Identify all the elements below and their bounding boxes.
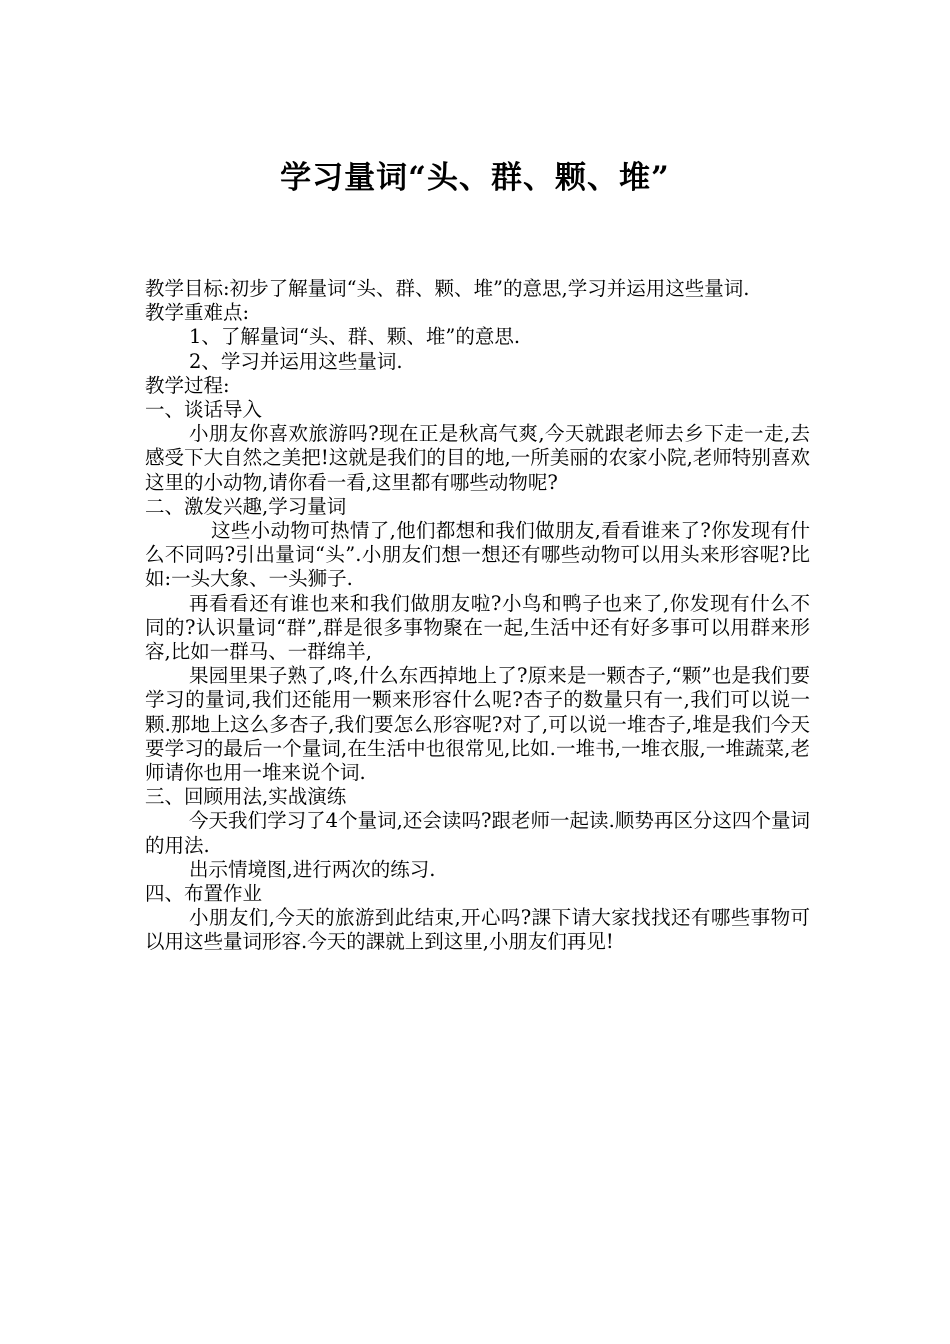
- section-paragraph: 小朋友们,今天的旅游到此结束,开心吗?課下请大家找找还有哪些事物可以用这些量词形容.今天的課就上到这里,小朋友们再见!: [145, 906, 810, 954]
- section-paragraph: 果园里果子熟了,咚,什么东西掉地上了?原来是一颗杏子,“颗”也是我们要学习的量词,我们还能用一颗来形容什么呢?杏子的数量只有一,我们可以说一颗.那地上这么多杏子,我们要怎么形容呢?对了,可以说一堆杏子,堆是我们今天要学习的最后一个量词,在生活中也很常见,比如.一堆书,一堆衣服,一堆蔬菜,老师请你也用一堆来说个词.: [145, 664, 810, 785]
- difficulty-item: 1、了解量词“头、群、颗、堆”的意思.: [189, 325, 521, 349]
- section-paragraph: 出示情境图,进行两次的练习.: [189, 857, 436, 881]
- difficulty-item: 2、学习并运用这些量词.: [189, 349, 403, 373]
- process-heading: 教学过程:: [145, 373, 230, 397]
- teaching-goal: 教学目标:初步了解量词“头、群、颗、堆”的意思,学习并运用这些量词.: [145, 277, 750, 300]
- section-paragraph: 再看看还有谁也来和我们做朋友啦?小鸟和鸭子也来了,你发现有什么不同的?认识量词“群”,群是很多事物聚在一起,生活中还有好多事可以用群来形容,比如一群马、一群绵羊,: [145, 591, 810, 664]
- document-body: [145, 277, 810, 955]
- section-paragraph: 小朋友你喜欢旅游吗?现在正是秋高气爽,今天就跟老师去乡下走一走,去感受下大自然之美把!这就是我们的目的地,一所美丽的农家小院,老师特别喜欢这里的小动物,请你看一看,这里都有哪些动物呢?: [145, 422, 810, 494]
- section-heading-intro: 一、谈话导入: [145, 398, 263, 422]
- section-paragraph: 今天我们学习了4个量词,还会读吗?跟老师一起读.顺势再区分这四个量词的用法.: [145, 809, 810, 857]
- section-heading-review: 三、回顾用法,实战演练: [145, 785, 347, 809]
- section-heading-interest: 二、激发兴趣,学习量词: [145, 494, 347, 518]
- document-title: 学习量词“头、群、颗、堆”: [280, 160, 670, 196]
- difficulty-heading: 教学重难点:: [145, 301, 250, 325]
- section-heading-homework: 四、布置作业: [145, 882, 263, 906]
- section-paragraph: 这些小动物可热情了,他们都想和我们做朋友,看看谁来了?你发现有什么不同吗?引出量词“头”.小朋友们想一想还有哪些动物可以用头来形容呢?比如:一头大象、一头狮子.: [145, 519, 810, 591]
